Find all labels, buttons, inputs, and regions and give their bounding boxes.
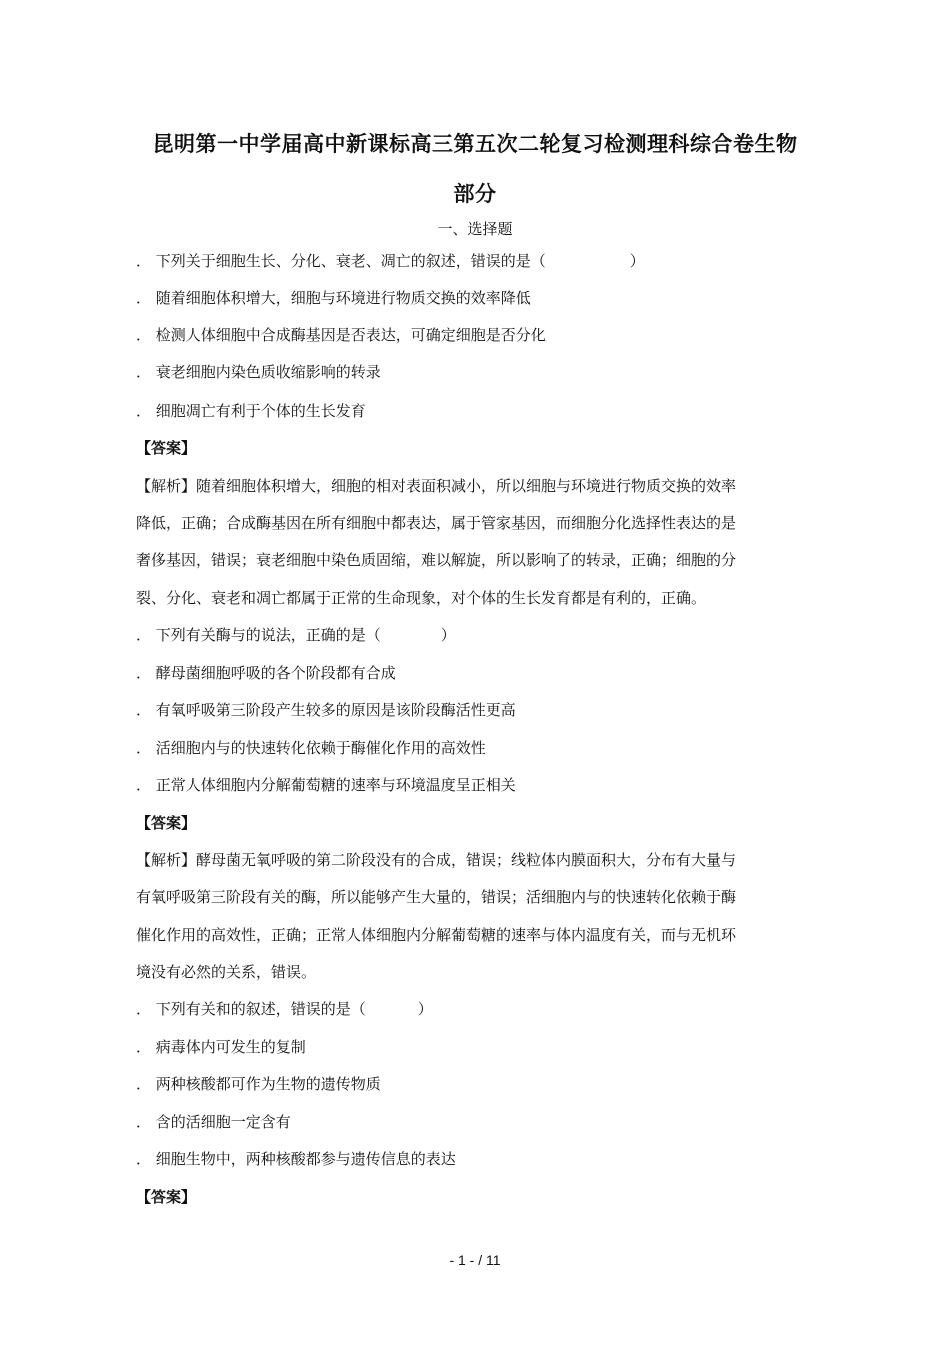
question-1-stem	[136, 250, 645, 271]
question-1-stem-text: ． 下列关于细胞生长、分化、衰老、凋亡的叙述，错误的是（	[136, 252, 546, 270]
question-1-option-d: ． 细胞凋亡有利于个体的生长发育	[136, 402, 366, 420]
question-2-option-c: ． 活细胞内与的快速转化依赖于酶催化作用的高效性	[136, 739, 486, 757]
question-3-stem-close: ）	[417, 1000, 433, 1018]
question-1-option-b: ． 检测人体细胞中合成酶基因是否表达，可确定细胞是否分化	[136, 326, 546, 344]
question-3-option-c: ． 含的活细胞一定含有	[136, 1113, 291, 1131]
question-1-analysis-line: 降低，正确；合成酶基因在所有细胞中都表达，属于管家基因，而细胞分化选择性表达的是	[136, 514, 737, 532]
question-1-analysis-line: 裂、分化、衰老和凋亡都属于正常的生命现象，对个体的生长发育都是有利的，正确。	[136, 589, 707, 607]
question-2-option-a: ． 酵母菌细胞呼吸的各个阶段都有合成	[136, 664, 396, 682]
question-1-stem-close: ）	[629, 252, 645, 270]
question-3-option-b: ． 两种核酸都可作为生物的遗传物质	[136, 1075, 381, 1093]
question-1-option-c: ． 衰老细胞内染色质收缩影响的转录	[136, 363, 381, 381]
question-1-analysis-line: 【解析】随着细胞体积增大，细胞的相对表面积减小，所以细胞与环境进行物质交换的效率	[136, 477, 737, 495]
question-1-option-a: ． 随着细胞体积增大，细胞与环境进行物质交换的效率降低	[136, 289, 531, 307]
question-2-answer-label: 【答案】	[136, 814, 197, 832]
page-number: - 1 - / 11	[449, 1252, 501, 1268]
document-title-continued: 部分	[453, 181, 497, 206]
question-1-analysis-line: 奢侈基因，错误；衰老细胞中染色质固缩，难以解旋，所以影响了的转录，正确；细胞的分	[136, 551, 737, 569]
question-2-stem-text: ． 下列有关酶与的说法，正确的是（	[136, 626, 381, 644]
question-2-option-d: ． 正常人体细胞内分解葡萄糖的速率与环境温度呈正相关	[136, 776, 516, 794]
question-3-option-d: ． 细胞生物中，两种核酸都参与遗传信息的表达	[136, 1150, 456, 1168]
question-2-stem-close: ）	[440, 626, 456, 644]
question-2-analysis-line: 有氧呼吸第三阶段有关的酶，所以能够产生大量的，错误；活细胞内与的快速转化依赖于酶	[136, 888, 737, 906]
question-2-analysis-line: 境没有必然的关系，错误。	[136, 963, 317, 981]
question-2-stem	[136, 624, 456, 645]
question-1-answer-label: 【答案】	[136, 439, 197, 457]
question-2-analysis-line: 催化作用的高效性，正确；正常人体细胞内分解葡萄糖的速率与体内温度有关，而与无机环	[136, 926, 737, 944]
section-heading: 一、选择题	[437, 220, 513, 238]
question-3-option-a: ． 病毒体内可发生的复制	[136, 1038, 306, 1056]
question-3-stem-text: ． 下列有关和的叙述，错误的是（	[136, 1000, 366, 1018]
question-2-analysis-line: 【解析】酵母菌无氧呼吸的第二阶段没有的合成，错误；线粒体内膜面积大，分布有大量与	[136, 851, 737, 869]
question-3-answer-label: 【答案】	[136, 1188, 197, 1206]
document-title: 昆明第一中学届高中新课标高三第五次二轮复习检测理科综合卷生物	[152, 131, 798, 156]
question-2-option-b: ． 有氧呼吸第三阶段产生较多的原因是该阶段酶活性更高	[136, 701, 516, 719]
question-3-stem	[136, 998, 433, 1019]
